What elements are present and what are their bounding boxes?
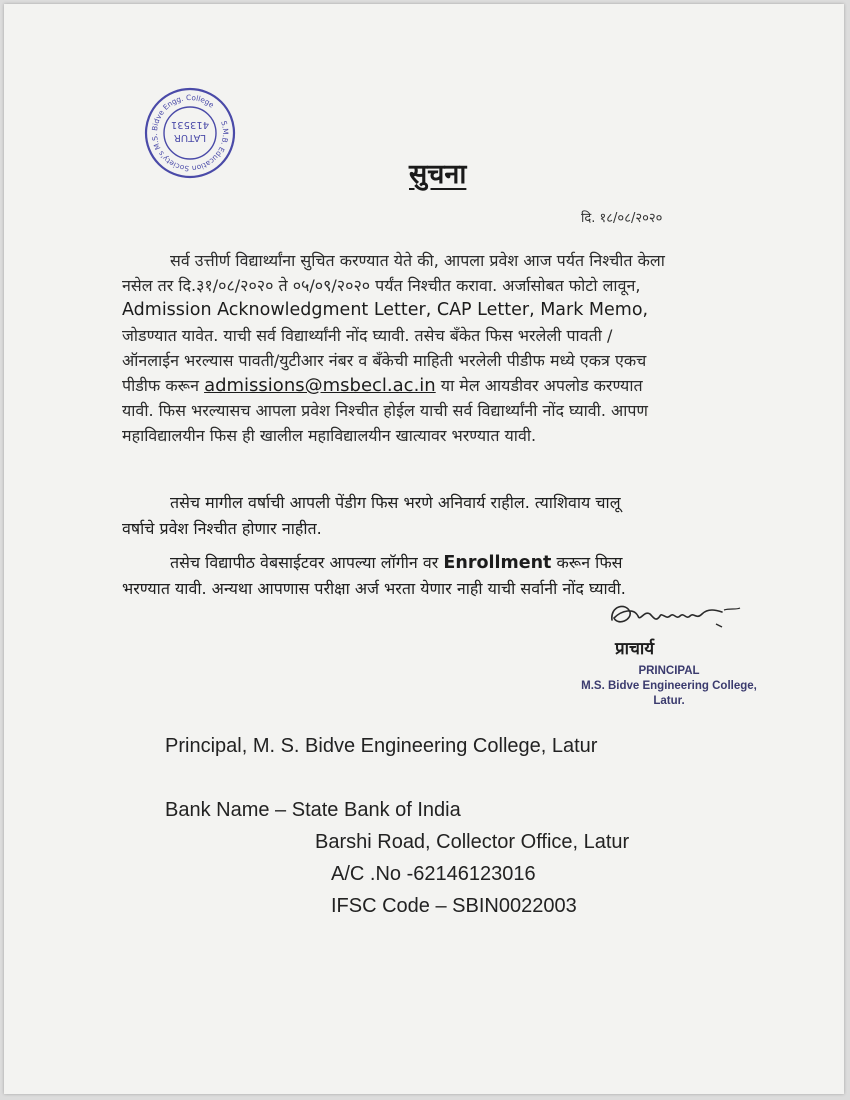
paragraph-line: जोडण्यात यावेत. याची सर्व विद्यार्थ्यांनी नोंद घ्यावी. तसेच बँकेत फिस भरलेली पावती / — [122, 326, 613, 345]
paragraph-line: नसेल तर दि.३१/०८/२०२० ते ०५/०९/२०२० पर्यंत निश्चीत करावा. अर्जासोबत फोटो लावून, — [122, 276, 641, 295]
notice-title: सुचना — [409, 159, 467, 190]
signatory-title: प्राचार्य — [615, 639, 655, 659]
payee-name: Principal, M. S. Bidve Engineering College, Latur — [165, 735, 598, 757]
paragraph-line: तसेच मागील वर्षाची आपली पेंडीग फिस भरणे अनिवार्य राहील. त्याशिवाय चालू — [170, 493, 621, 512]
seal-center-code: 413531 — [170, 119, 210, 130]
paragraph-line: सर्व उत्तीर्ण विद्यार्थ्यांना सुचित करण्यात येते की, आपला प्रवेश आज पर्यत निश्चीत केला — [170, 251, 665, 270]
paragraph-line: यावी. फिस भरल्यासच आपला प्रवेश निश्चीत होईल याची सर्व विद्यार्थ्यांनी नोंद घ्यावी. आपण — [122, 401, 649, 420]
principal-signature — [604, 596, 744, 636]
stamp-line: PRINCIPAL — [638, 665, 700, 677]
notice-paragraph-2 — [122, 490, 772, 542]
seal-center-city: LATUR — [173, 132, 207, 143]
account-number: A/C .No -62146123016 — [331, 863, 536, 885]
documents-list-line: Admission Acknowledgment Letter, CAP Letter, Mark Memo, — [122, 300, 649, 320]
paragraph-line: ऑनलाईन भरल्यास पावती/युटीआर नंबर व बँकेची माहिती भरलेली पीडीफ मध्ये एकत्र एकच — [122, 351, 647, 370]
document-page — [4, 4, 844, 1094]
paragraph-fragment: पीडीफ करून — [122, 376, 199, 395]
bank-name: Bank Name – State Bank of India — [165, 799, 461, 821]
stamp-line: M.S. Bidve Engineering College, — [581, 680, 757, 692]
paragraph-line: महाविद्यालयीन फिस ही खालील महाविद्यालयीन खात्यावर भरण्यात यावी. — [122, 426, 537, 445]
bank-branch: Barshi Road, Collector Office, Latur — [315, 831, 630, 853]
paragraph-line: भरण्यात यावी. अन्यथा आपणास परीक्षा अर्ज भरता येणार नाही याची सर्वानी नोंद घ्यावी. — [122, 579, 626, 598]
paragraph-line: वर्षाचे प्रवेश निश्चीत होणार नाहीत. — [122, 519, 322, 538]
admissions-email-link[interactable]: admissions@msbecl.ac.in — [204, 375, 436, 396]
notice-date: दि. १८/०८/२०२० — [581, 211, 663, 226]
notice-paragraph-1 — [122, 248, 770, 448]
principal-stamp — [564, 664, 774, 709]
seal-ring-text: S.M.B. Education Society's M.S. Bidve Engg. College — [149, 92, 231, 174]
paragraph-fragment: या मेल आयडीवर अपलोड करण्यात — [440, 376, 643, 395]
paragraph-fragment: करून फिस — [556, 553, 623, 572]
college-seal — [144, 87, 236, 179]
stamp-line: Latur. — [653, 695, 685, 707]
enrollment-keyword: Enrollment — [443, 553, 552, 573]
paragraph-fragment: तसेच विद्यापीठ वेबसाईटवर आपल्या लॉगीन वर — [170, 553, 439, 572]
notice-paragraph-3 — [122, 550, 772, 602]
ifsc-code: IFSC Code – SBIN0022003 — [331, 895, 577, 917]
